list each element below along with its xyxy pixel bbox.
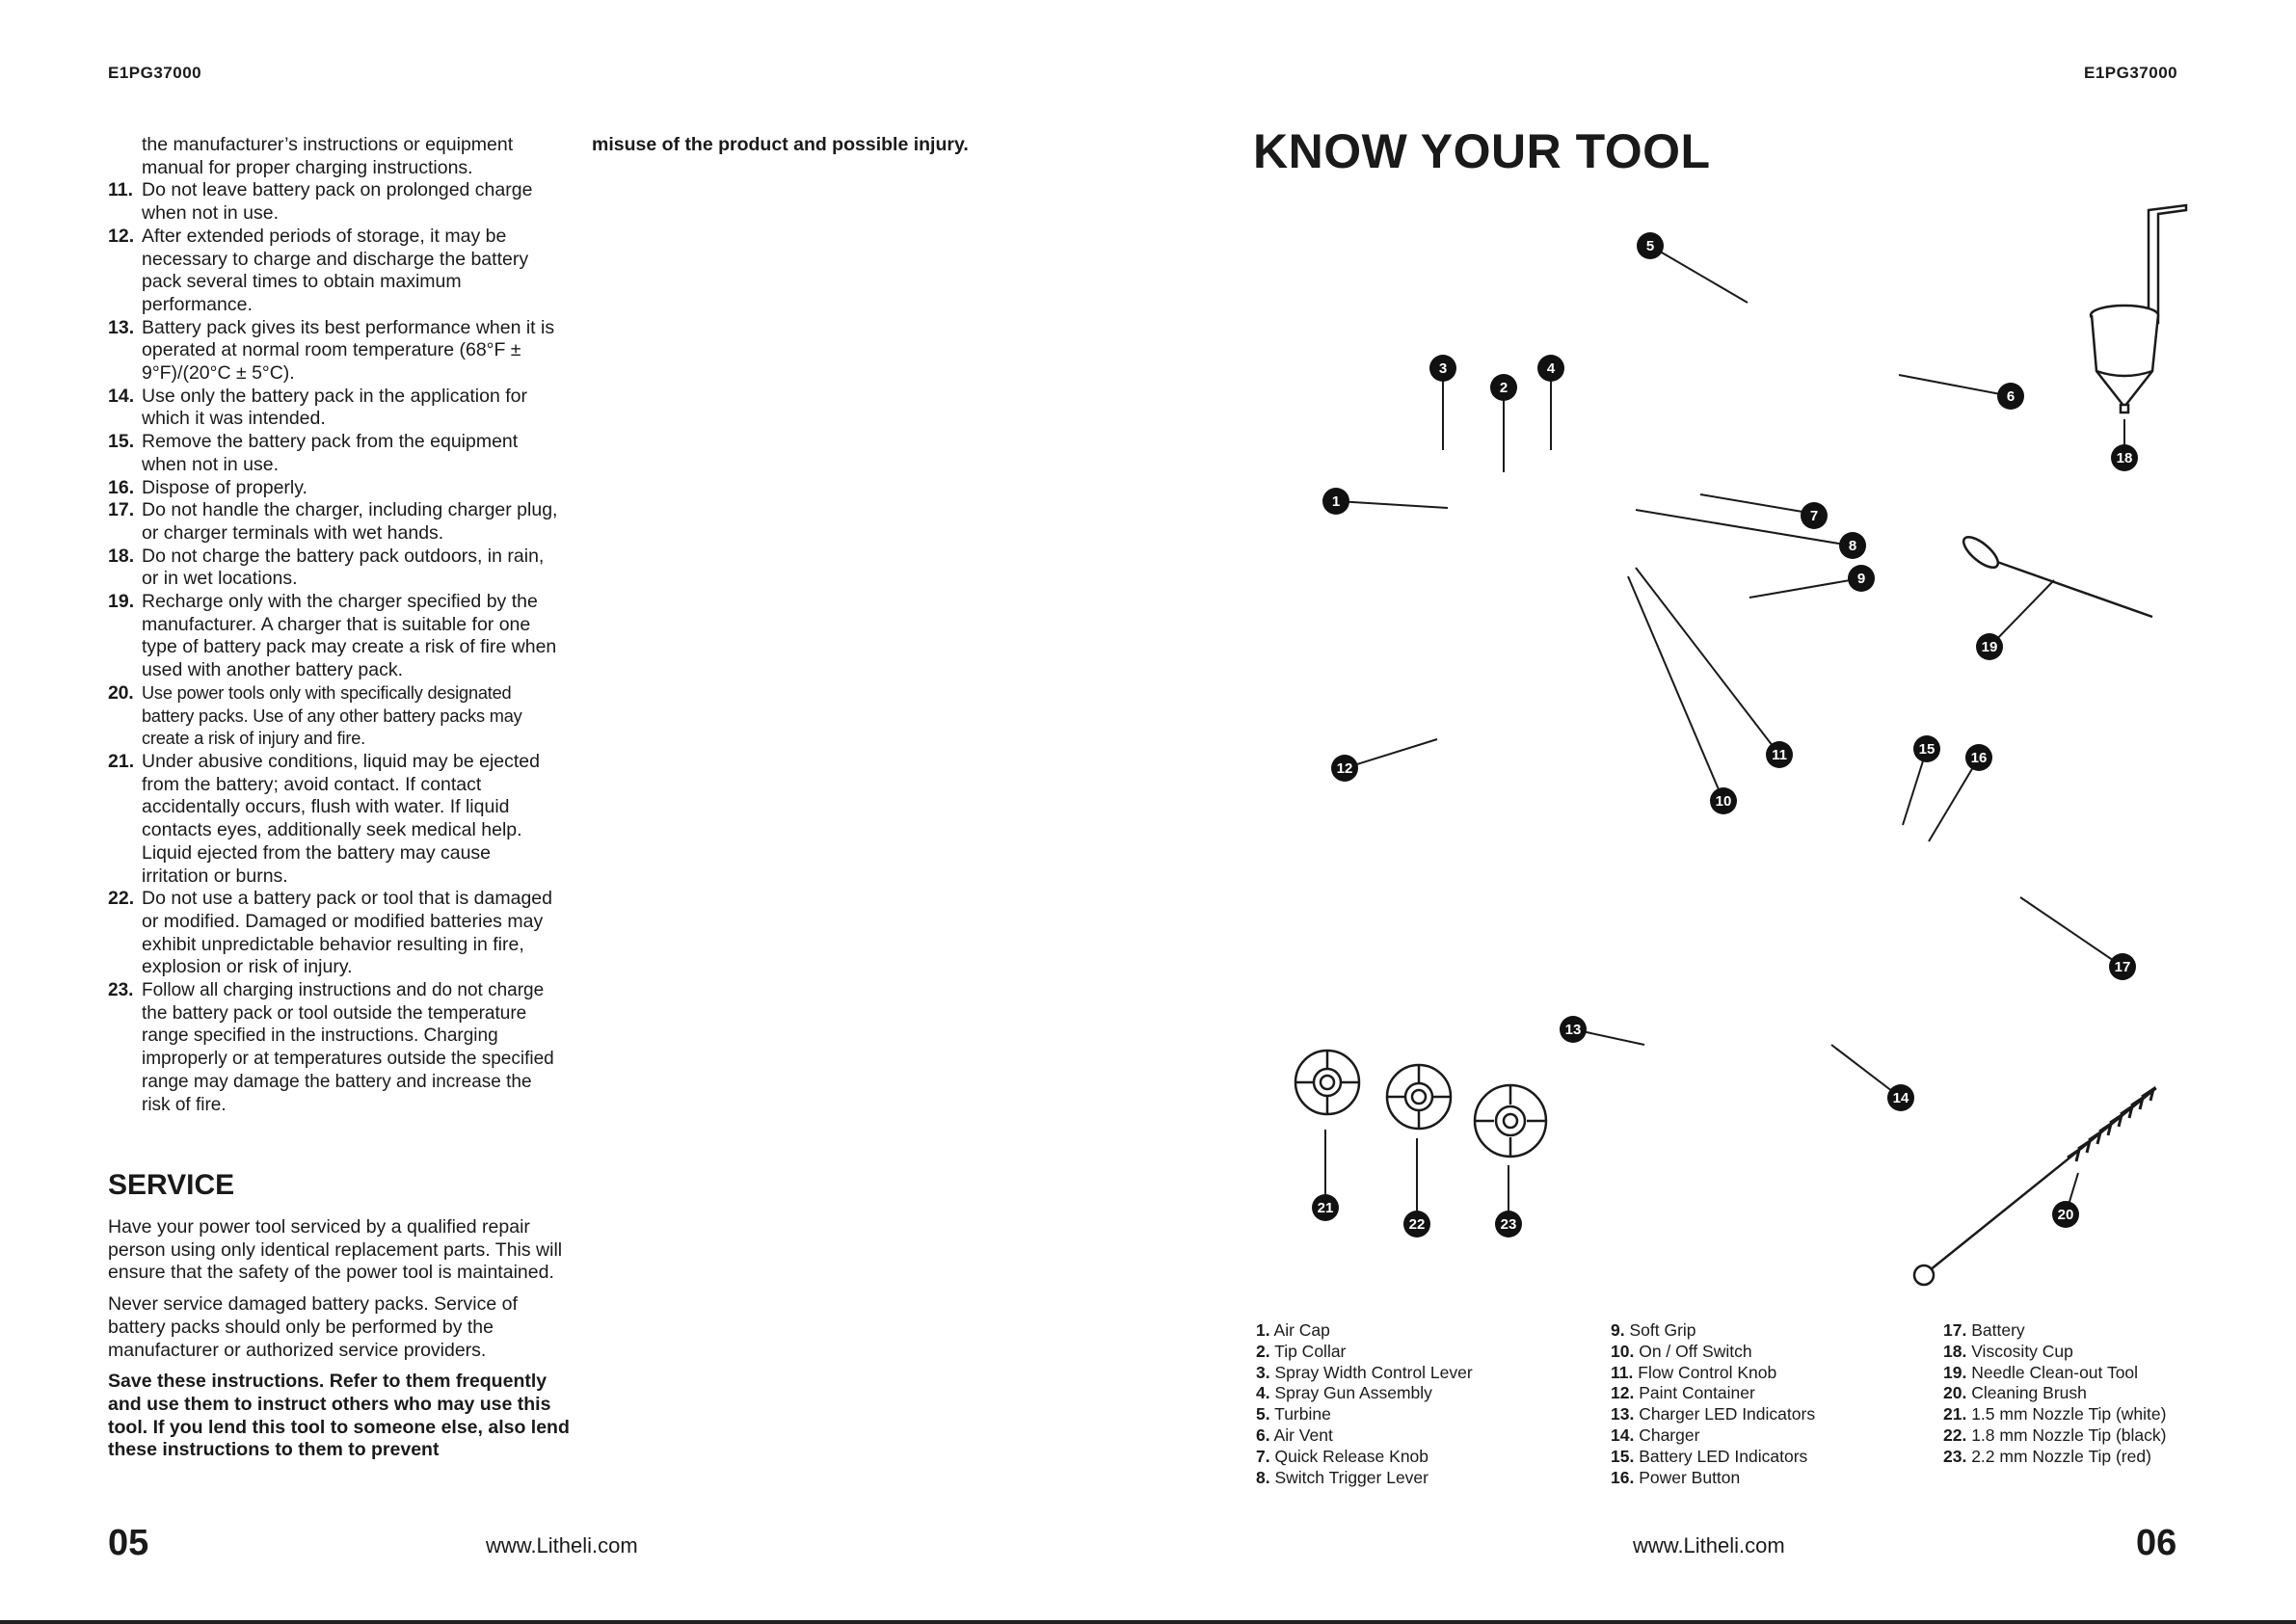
cleaning-brush-icon (1914, 1088, 2156, 1285)
callout-10 (1710, 787, 1737, 814)
list-item: 13. Battery pack gives its best performance when it is operated at normal room temperature (68°F ± 9°F)/(20°C ± 5°C). (108, 316, 555, 385)
page-number-left: 05 (108, 1523, 149, 1563)
safety-continuation: the manufacturer’s instructions or equipment manual for proper charging instructions. (142, 134, 514, 178)
list-item: 20. Use power tools only with specifically designated battery packs. Use of any other battery packs may create a risk of injury and fire. (108, 681, 522, 749)
callout-13 (1560, 1016, 1587, 1043)
callout-9 (1848, 565, 1875, 592)
list-item: 16. Dispose of properly. (108, 476, 307, 498)
svg-text:19: 19 (1981, 639, 1998, 655)
legend-item: 20. Cleaning Brush (1943, 1383, 2087, 1403)
list-item: 22. Do not use a battery pack or tool that is damaged or modified. Damaged or modified batteries may exhibit unpredictable behavior resulting in fire, explosion or risk of injury. (108, 888, 553, 978)
callout-6 (1997, 383, 2024, 410)
callout-18 (2111, 444, 2138, 471)
callout-20 (2052, 1201, 2079, 1228)
list-item: 19. Recharge only with the charger specified by the manufacturer. A charger that is suitable for one type of battery pack may create a risk of fire when used with another battery pack. (108, 591, 557, 681)
legend-item: 19. Needle Clean-out Tool (1943, 1362, 2139, 1382)
svg-text:6: 6 (2006, 388, 2016, 405)
callout-3 (1429, 355, 1456, 382)
legend-column-1 (1256, 1320, 1473, 1488)
list-item: 14. Use only the battery pack in the application for which it was intended. (108, 385, 527, 430)
svg-text:23: 23 (1500, 1216, 1517, 1233)
legend-item: 1. Air Cap (1256, 1320, 1330, 1340)
callout-2 (1490, 374, 1517, 401)
legend-item: 14. Charger (1611, 1424, 1700, 1445)
svg-text:16: 16 (1970, 750, 1988, 766)
callout-19 (1976, 633, 2003, 660)
legend-item: 21. 1.5 mm Nozzle Tip (white) (1943, 1404, 2167, 1424)
svg-text:12: 12 (1336, 760, 1353, 777)
legend-item: 10. On / Off Switch (1611, 1341, 1752, 1361)
svg-text:21: 21 (1317, 1200, 1334, 1216)
svg-text:18: 18 (2116, 450, 2133, 466)
callout-22 (1403, 1211, 1430, 1238)
svg-text:9: 9 (1856, 571, 1866, 587)
list-item: 11. Do not leave battery pack on prolonged charge when not in use. (108, 179, 533, 225)
nozzle-tip-red-icon (1475, 1085, 1546, 1157)
svg-text:17: 17 (2114, 959, 2131, 975)
legend-item: 11. Flow Control Knob (1611, 1362, 1777, 1382)
legend-item: 15. Battery LED Indicators (1611, 1446, 1808, 1466)
legend-item: 18. Viscosity Cup (1943, 1341, 2073, 1361)
legend-item: 6. Air Vent (1256, 1424, 1333, 1445)
legend-item: 2. Tip Collar (1256, 1341, 1347, 1361)
service-heading: SERVICE (108, 1169, 235, 1201)
callout-21 (1312, 1194, 1339, 1221)
callout-12 (1331, 755, 1358, 782)
list-item: 12. After extended periods of storage, it may be necessary to charge and discharge the battery pack several times to obtain maximum performance. (108, 225, 529, 315)
list-item: 23. Follow all charging instructions and do not charge the battery pack or tool outside the temperature range specified in the instructions. Charging improperly or at temperatures outside the specified range may damage the battery and increase the risk of fire. (108, 980, 554, 1115)
callout-5 (1637, 232, 1664, 259)
legend-item: 4. Spray Gun Assembly (1256, 1383, 1432, 1403)
svg-text:14: 14 (1892, 1090, 1909, 1106)
svg-text:15: 15 (1918, 741, 1936, 758)
svg-text:5: 5 (1645, 238, 1655, 254)
svg-text:4: 4 (1546, 360, 1556, 377)
svg-text:13: 13 (1564, 1022, 1582, 1038)
column-two-text: misuse of the product and possible injury. (592, 134, 969, 155)
svg-text:11: 11 (1772, 747, 1787, 763)
list-item: 18. Do not charge the battery pack outdoors, in rain, or in wet locations. (108, 545, 545, 590)
svg-text:1: 1 (1331, 493, 1341, 510)
legend-item: 9. Soft Grip (1611, 1320, 1696, 1340)
list-item: 21. Under abusive conditions, liquid may be ejected from the battery; avoid contact. If contact accidentally occurs, flush with water. If liquid contacts eyes, additionally seek medical help. Liquid ejected from the battery may cause irritation or burns. (108, 750, 540, 887)
list-item: 15. Remove the battery pack from the equipment when not in use. (108, 431, 519, 475)
needle-cleanout-tool-icon (1959, 532, 2152, 617)
service-paragraph: Have your power tool serviced by a qualified repair person using only identical replacement parts. This will ensure that the safety of the power tool is maintained. (108, 1216, 563, 1284)
page-title: KNOW YOUR TOOL (1253, 124, 1711, 178)
svg-text:10: 10 (1715, 793, 1732, 810)
legend-column-3 (1943, 1320, 2166, 1468)
legend-item: 23. 2.2 mm Nozzle Tip (red) (1943, 1446, 2151, 1466)
svg-text:20: 20 (2057, 1207, 2074, 1223)
callout-11 (1766, 741, 1793, 768)
model-number-left: E1PG37000 (108, 64, 202, 82)
viscosity-cup-icon (2091, 205, 2186, 413)
website-url-right: www.Litheli.com (1633, 1533, 1785, 1557)
svg-text:8: 8 (1848, 538, 1857, 554)
callout-8 (1839, 532, 1866, 559)
legend-item: 17. Battery (1943, 1320, 2025, 1340)
legend-item: 12. Paint Container (1611, 1383, 1755, 1403)
callout-15 (1913, 735, 1940, 762)
callout-23 (1495, 1211, 1522, 1238)
legend-item: 7. Quick Release Knob (1256, 1446, 1429, 1466)
legend-item: 5. Turbine (1256, 1404, 1331, 1424)
service-paragraph: Never service damaged battery packs. Service of battery packs should only be performed by the manufacturer or authorized service providers. (108, 1293, 518, 1361)
legend-item: 8. Switch Trigger Lever (1256, 1467, 1428, 1487)
service-paragraph-bold: Save these instructions. Refer to them frequently and use them to instruct others who may use this tool. If you lend this tool to someone else, also lend these instructions to them to prevent (108, 1371, 570, 1461)
callout-7 (1801, 502, 1828, 529)
callout-4 (1537, 355, 1564, 382)
list-item: 17. Do not handle the charger, including charger plug, or charger terminals with wet hands. (108, 499, 558, 544)
website-url-left: www.Litheli.com (486, 1533, 638, 1557)
callout-16 (1965, 744, 1992, 771)
model-number-right: E1PG37000 (2084, 64, 2178, 82)
svg-text:22: 22 (1408, 1216, 1426, 1233)
callout-17 (2109, 953, 2136, 980)
legend-item: 16. Power Button (1611, 1467, 1741, 1487)
nozzle-tip-white-icon (1295, 1051, 1359, 1114)
nozzle-tip-black-icon (1387, 1065, 1451, 1129)
callout-14 (1887, 1084, 1914, 1111)
legend-item: 13. Charger LED Indicators (1611, 1404, 1816, 1424)
page-number-right: 06 (2136, 1523, 2177, 1563)
svg-text:7: 7 (1809, 508, 1819, 524)
legend-item: 22. 1.8 mm Nozzle Tip (black) (1943, 1424, 2167, 1445)
legend-column-2 (1611, 1320, 1815, 1488)
svg-text:2: 2 (1499, 380, 1508, 396)
callout-1 (1322, 488, 1349, 515)
svg-text:3: 3 (1438, 360, 1448, 377)
legend-item: 3. Spray Width Control Lever (1256, 1362, 1473, 1382)
bottom-rule (0, 1620, 2296, 1624)
